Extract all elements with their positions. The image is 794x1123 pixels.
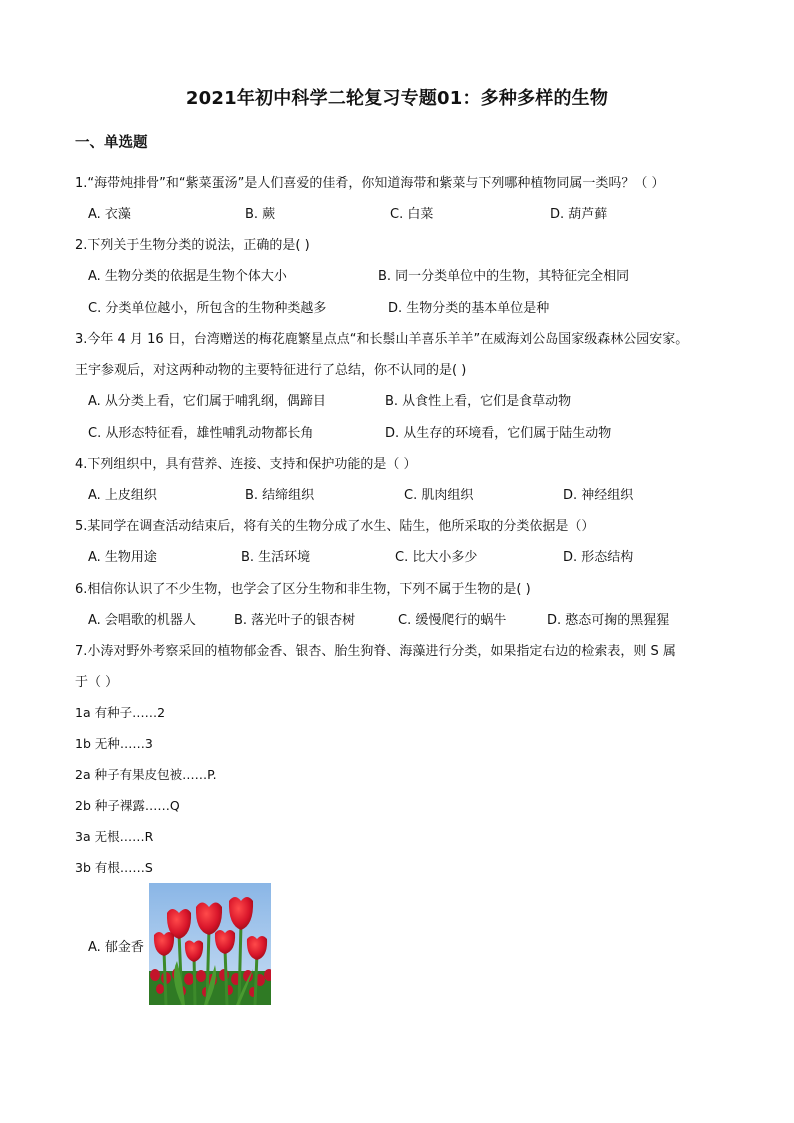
q6-option-a: A. 会唱歌的机器人	[88, 613, 196, 628]
q2-option-b: B. 同一分类单位中的生物，其特征完全相同	[378, 269, 630, 284]
key-line-1a: 1a 有种子……2	[75, 705, 166, 720]
q1-option-c: C. 白菜	[390, 207, 434, 222]
q4-option-c: C. 肌肉组织	[404, 488, 474, 503]
q5-option-d: D. 形态结构	[563, 550, 634, 565]
question-7-stem-line-1: 7.小涛对野外考察采回的植物郁金香、银杏、胎生狗脊、海藻进行分类，如果指定右边的检索表，则 S 属	[75, 644, 676, 659]
tulip-photo	[149, 883, 271, 1005]
section-heading: 一、单选题	[75, 135, 148, 151]
question-1-stem: 1.“海带炖排骨”和“紫菜蛋汤”是人们喜爱的佳肴，你知道海带和紫菜与下列哪种植物同属一类吗？（ ）	[75, 176, 665, 191]
question-4-stem: 4.下列组织中，具有营养、连接、支持和保护功能的是（ ）	[75, 457, 417, 472]
q6-option-d: D. 憨态可掬的黑猩猩	[547, 613, 670, 628]
question-7-stem-line-2: 于（ ）	[75, 675, 119, 690]
question-5-stem: 5.某同学在调查活动结束后，将有关的生物分成了水生、陆生，他所采取的分类依据是（）	[75, 519, 595, 534]
q4-option-b: B. 结缔组织	[245, 488, 315, 503]
q4-option-a: A. 上皮组织	[88, 488, 157, 503]
q6-option-c: C. 缓慢爬行的蜗牛	[398, 613, 507, 628]
q1-option-d: D. 葫芦藓	[550, 207, 608, 222]
q7-option-a: A. 郁金香	[88, 940, 144, 955]
q1-option-a: A. 衣藻	[88, 207, 131, 222]
q3-option-d: D. 从生存的环境看，它们属于陆生动物	[385, 426, 612, 441]
q3-option-a: A. 从分类上看，它们属于哺乳纲，偶蹄目	[88, 394, 326, 409]
q2-option-c: C. 分类单位越小，所包含的生物种类越多	[88, 301, 327, 316]
key-line-1b: 1b 无种……3	[75, 736, 153, 751]
q5-option-b: B. 生活环境	[241, 550, 311, 565]
q2-option-a: A. 生物分类的依据是生物个体大小	[88, 269, 287, 284]
question-3-stem-line-2: 王宇参观后，对这两种动物的主要特征进行了总结，你不认同的是( )	[75, 363, 467, 378]
q3-option-c: C. 从形态特征看，雄性哺乳动物都长角	[88, 426, 314, 441]
key-line-3b: 3b 有根……S	[75, 860, 153, 875]
question-2-stem: 2.下列关于生物分类的说法，正确的是( )	[75, 238, 310, 253]
tulip-photo-graphic	[149, 883, 271, 1005]
q1-option-b: B. 蕨	[245, 207, 276, 222]
q6-option-b: B. 落光叶子的银杏树	[234, 613, 356, 628]
q3-option-b: B. 从食性上看，它们是食草动物	[385, 394, 572, 409]
key-line-2a: 2a 种子有果皮包被……P.	[75, 767, 217, 782]
q4-option-d: D. 神经组织	[563, 488, 634, 503]
q2-option-d: D. 生物分类的基本单位是种	[388, 301, 550, 316]
q5-option-a: A. 生物用途	[88, 550, 157, 565]
q5-option-c: C. 比大小多少	[395, 550, 478, 565]
key-line-2b: 2b 种子裸露……Q	[75, 798, 180, 813]
question-6-stem: 6.相信你认识了不少生物，也学会了区分生物和非生物，下列不属于生物的是( )	[75, 582, 531, 597]
key-line-3a: 3a 无根……R	[75, 829, 154, 844]
page-title: 2021年初中科学二轮复习专题01：多种多样的生物	[185, 88, 609, 109]
question-3-stem-line-1: 3.今年 4 月 16 日，台湾赠送的梅花鹿繁星点点“和长鬃山羊喜乐羊羊”在威海刘公岛国家级森林公园安家。	[75, 332, 689, 347]
